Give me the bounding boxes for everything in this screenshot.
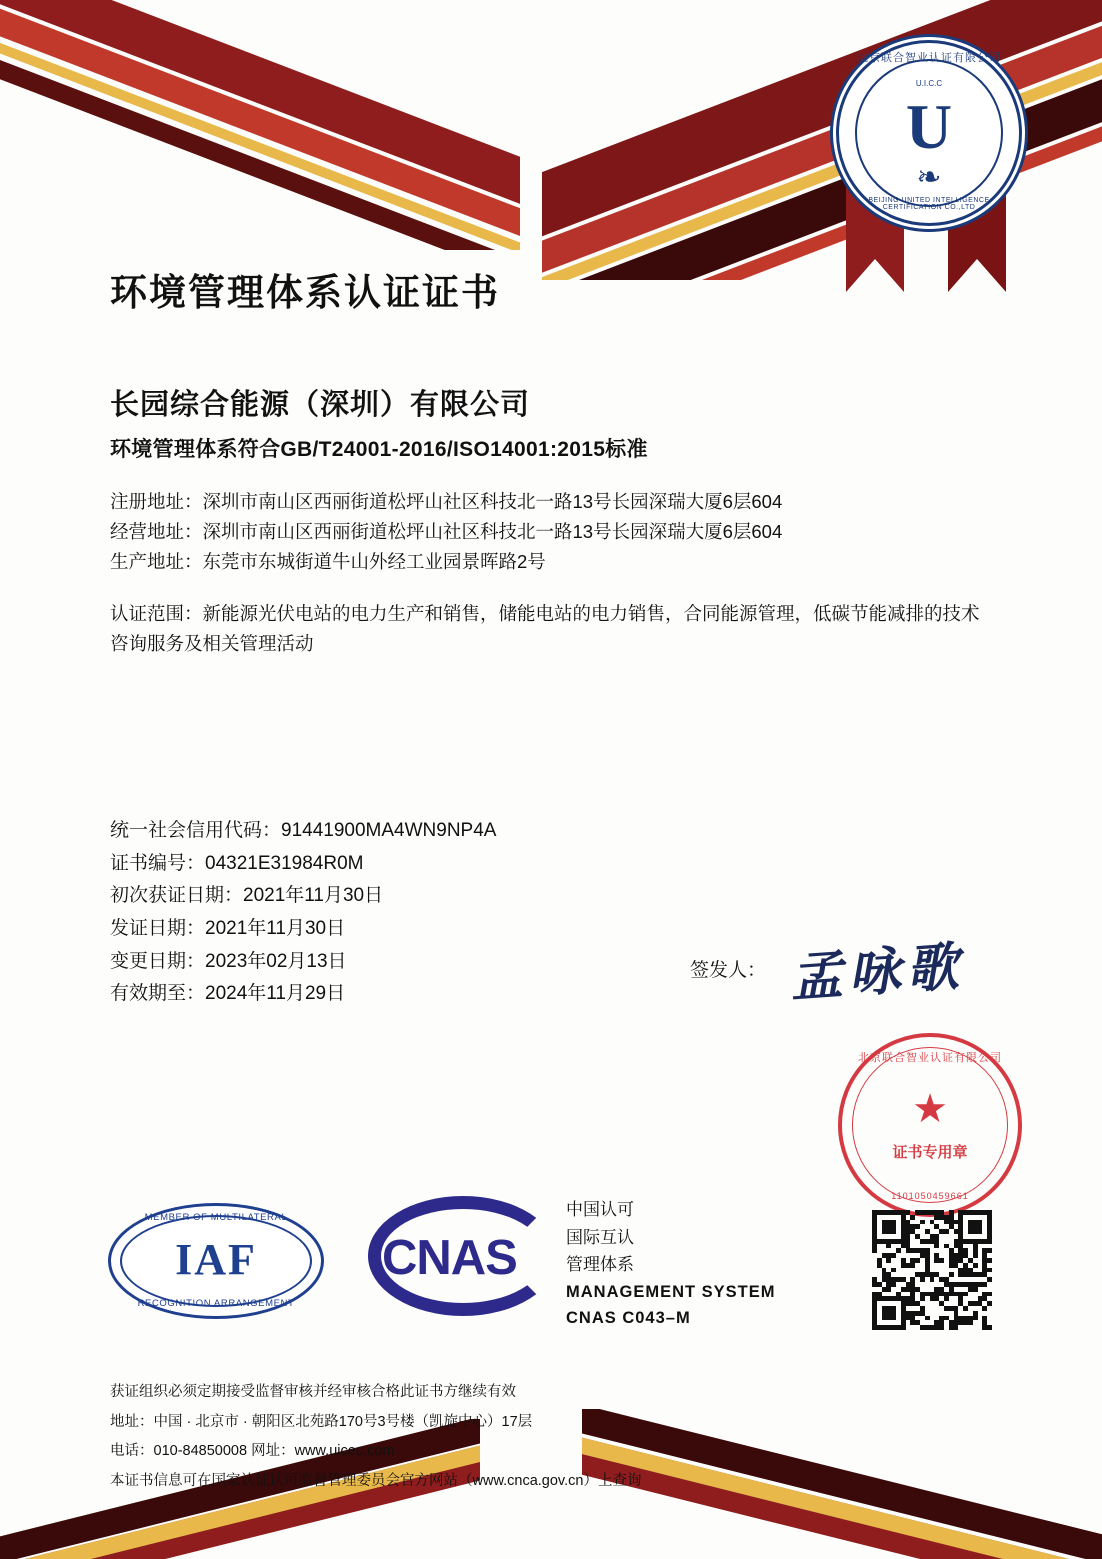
registered-address: 注册地址：深圳市南山区西丽街道松坪山社区科技北一路13号长园深瑞大厦6层604: [110, 491, 783, 512]
cnas-line4: MANAGEMENT SYSTEM: [566, 1282, 776, 1301]
cnas-line2: 国际互认: [566, 1227, 634, 1247]
emblem-seal: [836, 40, 1022, 226]
iaf-logo: [108, 1203, 324, 1319]
iaf-top-text: MEMBER OF MULTILATERAL: [144, 1212, 288, 1223]
emblem-letter: U: [905, 91, 953, 162]
cnas-accreditation-text: [566, 1196, 776, 1332]
company-name: 长园综合能源（深圳）有限公司: [110, 389, 531, 421]
valid-until: 有效期至：2024年11月29日: [110, 983, 346, 1005]
emblem-top-text: 北京联合智业认证有限公司: [857, 52, 1001, 64]
issuer-label: 签发人：: [690, 960, 767, 981]
cnas-line3: 管理体系: [566, 1255, 634, 1275]
cnas-line1: 中国认可: [566, 1200, 634, 1219]
star-icon: ★: [912, 1087, 948, 1131]
emblem-bottom-text: BEIJING UNITED INTELLIGENCE CERTIFICATION CO.,LTD: [868, 197, 990, 211]
laurel-icon: ❧: [916, 161, 942, 194]
first-issue-date: 初次获证日期：2021年11月30日: [110, 885, 384, 907]
cnas-logo: [368, 1196, 558, 1316]
footer-line-2: 地址：中国 · 北京市 · 朝阳区北苑路170号3号楼（凯旋中心）17层: [110, 1413, 533, 1430]
credit-code: 统一社会信用代码：91441900MA4WN9NP4A: [110, 820, 497, 841]
issuer-signature: 孟咏歌: [788, 938, 967, 1008]
qr-code: [872, 1210, 992, 1330]
cnas-line5: CNAS C043–M: [566, 1309, 691, 1328]
change-date: 变更日期：2023年02月13日: [110, 950, 347, 972]
cnas-letters: CNAS: [382, 1231, 517, 1285]
stamp-number: 1101050459661: [891, 1191, 969, 1201]
footer-line-3: 电话：010-84850008 网址：www.uicec.com: [110, 1443, 395, 1460]
certificate-body: [110, 262, 990, 659]
iaf-bottom-text: RECOGNITION ARRANGEMENT: [137, 1298, 295, 1309]
certificate-codes: [110, 815, 730, 1011]
iaf-letters: IAF: [175, 1235, 257, 1284]
footer-notes: [110, 1378, 970, 1497]
stamp-center-text: 证书专用章: [892, 1144, 968, 1161]
official-red-stamp: [838, 1033, 1022, 1217]
corner-ribbon-top-left: [0, 0, 520, 250]
cert-number: 证书编号：04321E31984R0M: [110, 852, 364, 874]
emblem-mid-text: U.I.C.C: [915, 79, 943, 88]
footer-line-4: 本证书信息可在国家认证认可监督管理委员会官方网站（www.cnca.gov.cn）上查询: [110, 1473, 642, 1490]
certification-scope: 认证范围：新能源光伏电站的电力生产和销售，储能电站的电力销售，合同能源管理，低碳节能减排的技术咨询服务及相关管理活动: [110, 602, 980, 654]
stamp-top-text: 北京联合智业认证有限公司: [858, 1052, 1002, 1064]
business-address: 经营地址：深圳市南山区西丽街道松坪山社区科技北一路13号长园深瑞大厦6层604: [110, 520, 783, 542]
production-address: 生产地址：东莞市东城街道牛山外经工业园景晖路2号: [110, 550, 546, 572]
issue-date: 发证日期：2021年11月30日: [110, 918, 346, 940]
page-title: 环境管理体系认证证书: [110, 272, 500, 313]
footer-line-1: 获证组织必须定期接受监督审核并经审核合格此证书方继续有效: [110, 1384, 516, 1400]
certifier-emblem: [828, 22, 1024, 282]
standard-line: 环境管理体系符合GB/T24001-2016/ISO14001:2015标准: [110, 438, 648, 461]
